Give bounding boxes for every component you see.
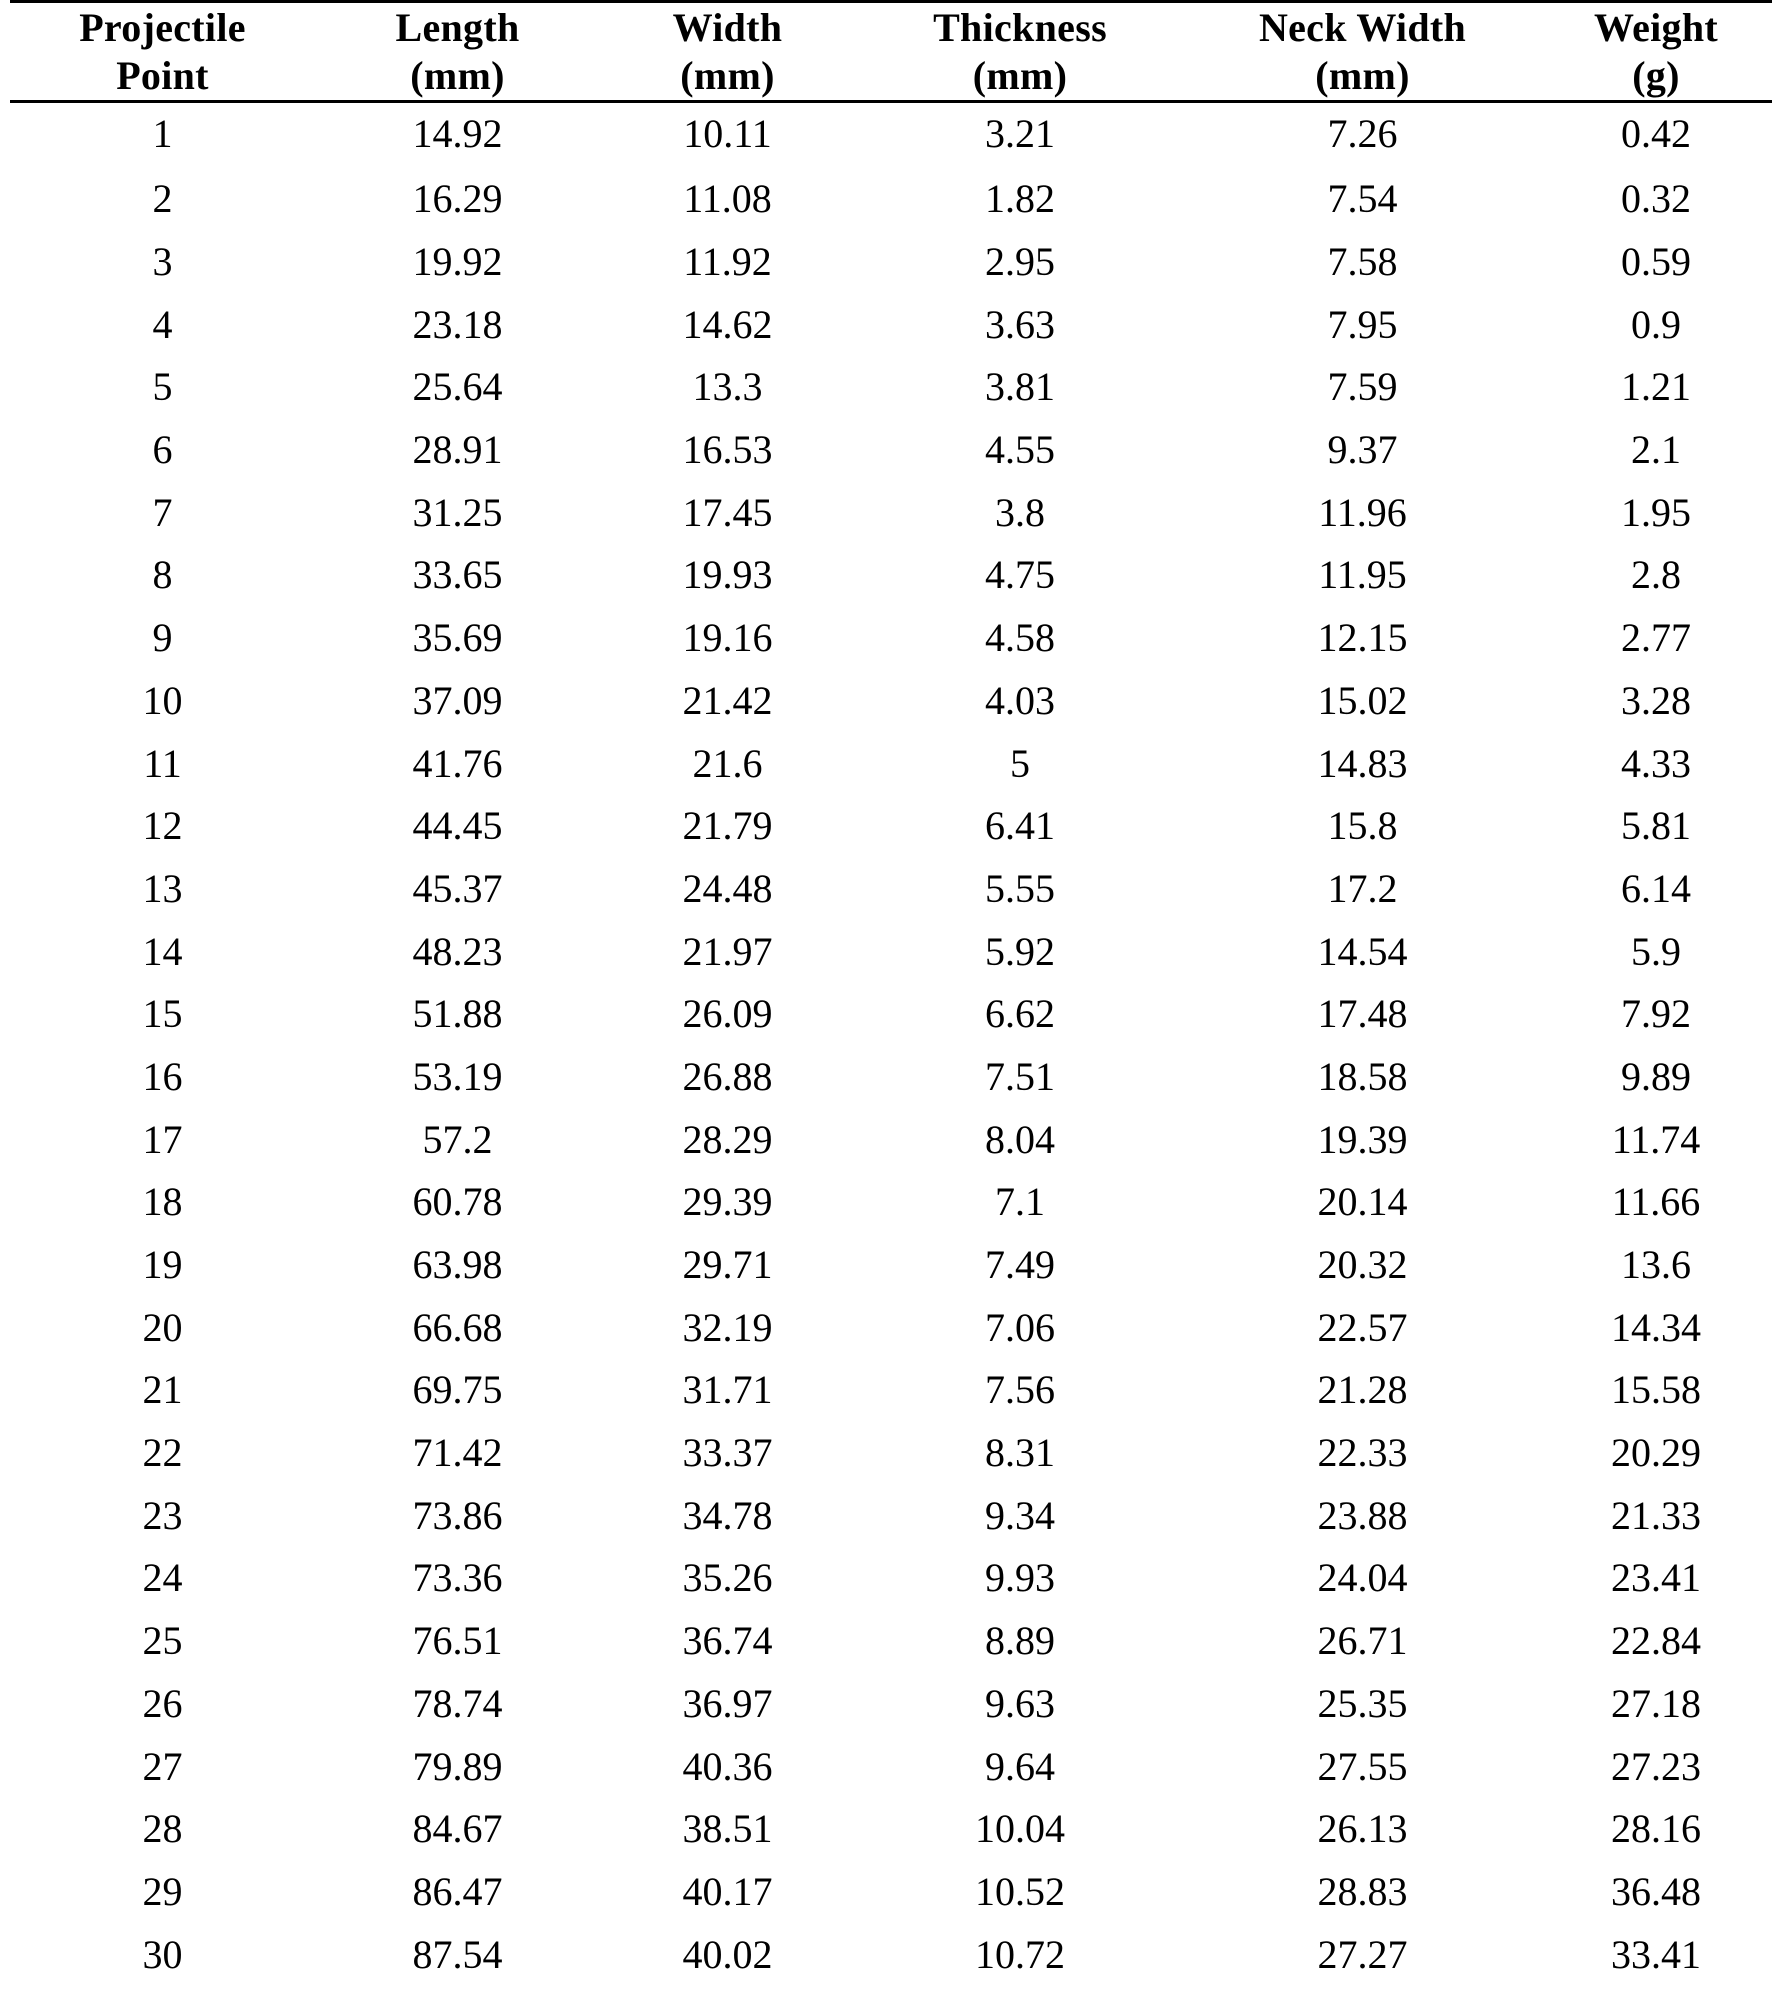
projectile-point-cell: 30 — [142, 1931, 183, 1977]
weight-cell: 20.29 — [1611, 1430, 1701, 1476]
weight-cell: 28.16 — [1611, 1806, 1701, 1852]
width-cell: 11.92 — [683, 239, 772, 285]
length-cell: 71.42 — [412, 1430, 503, 1476]
thickness-cell: 7.51 — [985, 1053, 1055, 1099]
width-cell: 21.6 — [692, 740, 763, 786]
table-row — [10, 168, 1772, 231]
projectile-point-cell: 29 — [142, 1868, 183, 1914]
thickness-cell: 7.56 — [985, 1367, 1055, 1413]
table-row — [10, 1798, 1772, 1861]
thickness-cell: 10.72 — [975, 1931, 1065, 1977]
weight-cell: 2.1 — [1631, 427, 1681, 473]
width-cell: 29.71 — [682, 1242, 773, 1288]
neck-width-cell: 7.59 — [1327, 364, 1398, 410]
weight-cell: 15.58 — [1611, 1367, 1701, 1413]
length-cell: 19.92 — [412, 239, 503, 285]
weight-cell: 23.41 — [1611, 1555, 1701, 1601]
table-row — [10, 1296, 1772, 1359]
header-line: Thickness — [933, 4, 1107, 50]
projectile-point-cell: 27 — [142, 1743, 183, 1789]
length-cell: 76.51 — [412, 1618, 503, 1664]
thickness-cell: 9.64 — [985, 1743, 1055, 1789]
width-cell: 21.42 — [682, 677, 773, 723]
length-cell: 60.78 — [412, 1179, 503, 1225]
width-cell: 31.71 — [682, 1367, 773, 1413]
projectile-point-cell: 10 — [142, 677, 183, 723]
table-row — [10, 293, 1772, 356]
table-row — [10, 1610, 1772, 1673]
table-row — [10, 1735, 1772, 1798]
neck-width-cell: 7.95 — [1327, 301, 1398, 347]
projectile-point-cell: 19 — [142, 1242, 183, 1288]
neck-width-cell: 25.35 — [1317, 1680, 1408, 1726]
header-weight — [1540, 3, 1772, 100]
thickness-cell: 7.1 — [995, 1179, 1045, 1225]
thickness-cell: 9.63 — [985, 1680, 1055, 1726]
neck-width-cell: 20.14 — [1317, 1179, 1408, 1225]
table-row — [10, 419, 1772, 482]
length-cell: 78.74 — [412, 1680, 503, 1726]
width-cell: 28.29 — [682, 1116, 773, 1162]
width-cell: 32.19 — [682, 1304, 773, 1350]
projectile-point-cell: 8 — [152, 552, 173, 598]
weight-cell: 7.92 — [1621, 991, 1691, 1037]
neck-width-cell: 27.55 — [1317, 1743, 1408, 1789]
projectile-point-cell: 3 — [152, 239, 173, 285]
projectile-point-cell: 5 — [152, 364, 173, 410]
width-cell: 29.39 — [682, 1179, 773, 1225]
length-cell: 84.67 — [412, 1806, 503, 1852]
length-cell: 73.36 — [412, 1555, 503, 1601]
projectile-point-cell: 7 — [152, 489, 173, 535]
table-header — [10, 3, 1772, 100]
projectile-point-cell: 4 — [152, 301, 173, 347]
neck-width-cell: 12.15 — [1317, 615, 1408, 661]
length-cell: 73.86 — [412, 1492, 503, 1538]
weight-cell: 6.14 — [1621, 865, 1691, 911]
neck-width-cell: 15.8 — [1327, 803, 1398, 849]
width-cell: 36.97 — [682, 1680, 773, 1726]
table-row — [10, 732, 1772, 795]
length-cell: 45.37 — [412, 865, 503, 911]
table-row — [10, 607, 1772, 670]
header-line: (mm) — [410, 52, 505, 98]
header-line: (g) — [1632, 52, 1680, 98]
width-cell: 17.45 — [682, 489, 773, 535]
weight-cell: 1.21 — [1621, 364, 1691, 410]
projectile-point-cell: 18 — [142, 1179, 183, 1225]
length-cell: 31.25 — [412, 489, 503, 535]
header-thickness — [855, 3, 1185, 100]
weight-cell: 36.48 — [1611, 1868, 1701, 1914]
projectile-point-cell: 13 — [142, 865, 183, 911]
neck-width-cell: 23.88 — [1317, 1492, 1408, 1538]
length-cell: 33.65 — [412, 552, 503, 598]
neck-width-cell: 18.58 — [1317, 1053, 1408, 1099]
width-cell: 14.62 — [682, 301, 773, 347]
length-cell: 25.64 — [412, 364, 503, 410]
thickness-cell: 9.93 — [985, 1555, 1055, 1601]
neck-width-cell: 7.26 — [1327, 111, 1398, 156]
projectile-point-cell: 12 — [142, 803, 183, 849]
weight-cell: 0.42 — [1621, 111, 1691, 156]
projectile-point-cell: 26 — [142, 1680, 183, 1726]
projectile-point-cell: 20 — [142, 1304, 183, 1350]
width-cell: 38.51 — [682, 1806, 773, 1852]
projectile-point-cell: 22 — [142, 1430, 183, 1476]
thickness-cell: 3.81 — [985, 364, 1055, 410]
header-width — [600, 3, 855, 100]
projectile-point-cell: 2 — [152, 176, 173, 222]
thickness-cell: 4.03 — [985, 677, 1055, 723]
projectile-point-cell: 21 — [142, 1367, 183, 1413]
thickness-cell: 4.75 — [985, 552, 1055, 598]
header-line: Length — [395, 4, 520, 50]
thickness-cell: 1.82 — [985, 176, 1055, 222]
length-cell: 16.29 — [412, 176, 503, 222]
length-cell: 63.98 — [412, 1242, 503, 1288]
length-cell: 66.68 — [412, 1304, 503, 1350]
header-line: (mm) — [1315, 52, 1410, 98]
header-row — [10, 3, 1772, 100]
projectile-point-cell: 15 — [142, 991, 183, 1037]
length-cell: 28.91 — [412, 427, 503, 473]
width-cell: 21.97 — [682, 928, 773, 974]
weight-cell: 1.95 — [1621, 489, 1691, 535]
neck-width-cell: 26.13 — [1317, 1806, 1408, 1852]
table-row — [10, 1422, 1772, 1485]
width-cell: 16.53 — [682, 427, 773, 473]
neck-width-cell: 17.48 — [1317, 991, 1408, 1037]
neck-width-cell: 26.71 — [1317, 1618, 1408, 1664]
neck-width-cell: 9.37 — [1327, 427, 1398, 473]
weight-cell: 2.8 — [1631, 552, 1681, 598]
header-bottom-rule — [10, 100, 1772, 103]
neck-width-cell: 17.2 — [1327, 865, 1398, 911]
projectile-point-cell: 24 — [142, 1555, 183, 1601]
weight-cell: 27.18 — [1611, 1680, 1701, 1726]
neck-width-cell: 22.33 — [1317, 1430, 1408, 1476]
neck-width-cell: 20.32 — [1317, 1242, 1408, 1288]
thickness-cell: 6.62 — [985, 991, 1055, 1037]
table-row — [10, 920, 1772, 983]
length-cell: 51.88 — [412, 991, 503, 1037]
length-cell: 41.76 — [412, 740, 503, 786]
length-cell: 44.45 — [412, 803, 503, 849]
projectile-point-cell: 11 — [143, 740, 182, 786]
thickness-cell: 8.89 — [985, 1618, 1055, 1664]
neck-width-cell: 7.58 — [1327, 239, 1398, 285]
neck-width-cell: 15.02 — [1317, 677, 1408, 723]
length-cell: 86.47 — [412, 1868, 503, 1914]
table-row — [10, 1547, 1772, 1610]
table-row — [10, 1359, 1772, 1422]
header-line: Neck Width — [1258, 4, 1467, 50]
thickness-cell: 2.95 — [985, 239, 1055, 285]
weight-cell: 11.74 — [1611, 1116, 1701, 1162]
table-row — [10, 1108, 1772, 1171]
width-cell: 33.37 — [682, 1430, 773, 1476]
header-line: (mm) — [680, 52, 775, 98]
weight-cell: 4.33 — [1621, 740, 1691, 786]
neck-width-cell: 27.27 — [1317, 1931, 1408, 1977]
projectile-point-cell: 25 — [142, 1618, 183, 1664]
table-row — [10, 1673, 1772, 1736]
weight-cell: 9.89 — [1621, 1053, 1691, 1099]
table-row — [10, 670, 1772, 733]
projectile-point-cell: 1 — [152, 111, 173, 156]
neck-width-cell: 19.39 — [1317, 1116, 1408, 1162]
length-cell: 87.54 — [412, 1931, 503, 1977]
thickness-cell: 3.21 — [985, 111, 1055, 156]
header-neck-width — [1185, 3, 1540, 100]
weight-cell: 5.9 — [1631, 928, 1681, 974]
table-row — [10, 481, 1772, 544]
width-cell: 21.79 — [682, 803, 773, 849]
weight-cell: 14.34 — [1611, 1304, 1701, 1350]
length-cell: 69.75 — [412, 1367, 503, 1413]
width-cell: 24.48 — [682, 865, 773, 911]
thickness-cell: 7.49 — [985, 1242, 1055, 1288]
thickness-cell: 10.52 — [975, 1868, 1065, 1914]
weight-cell: 13.6 — [1621, 1242, 1691, 1288]
thickness-cell: 9.34 — [985, 1492, 1055, 1538]
weight-cell: 21.33 — [1611, 1492, 1701, 1538]
neck-width-cell: 11.95 — [1318, 552, 1407, 598]
weight-cell: 3.28 — [1621, 677, 1691, 723]
header-length — [315, 3, 600, 100]
width-cell: 11.08 — [683, 176, 772, 222]
weight-cell: 0.9 — [1631, 301, 1681, 347]
projectile-point-cell: 28 — [142, 1806, 183, 1852]
weight-cell: 27.23 — [1611, 1743, 1701, 1789]
thickness-cell: 3.8 — [995, 489, 1045, 535]
neck-width-cell: 22.57 — [1317, 1304, 1408, 1350]
table-row — [10, 858, 1772, 921]
length-cell: 35.69 — [412, 615, 503, 661]
table-row — [10, 1046, 1772, 1109]
table-row — [10, 1861, 1772, 1924]
header-line: (mm) — [972, 52, 1068, 98]
width-cell: 36.74 — [682, 1618, 773, 1664]
projectile-point-cell: 16 — [142, 1053, 183, 1099]
table-row — [10, 356, 1772, 419]
thickness-cell: 5.55 — [985, 865, 1055, 911]
header-line: Point — [116, 52, 209, 98]
neck-width-cell: 14.54 — [1317, 928, 1408, 974]
neck-width-cell: 7.54 — [1327, 176, 1398, 222]
neck-width-cell: 11.96 — [1318, 489, 1407, 535]
projectile-point-cell: 9 — [152, 615, 173, 661]
width-cell: 40.17 — [682, 1868, 773, 1914]
length-cell: 48.23 — [412, 928, 503, 974]
header-line: Weight — [1593, 4, 1719, 50]
table-row — [10, 100, 1772, 168]
width-cell: 26.09 — [682, 991, 773, 1037]
projectile-point-cell: 6 — [152, 427, 173, 473]
length-cell: 53.19 — [412, 1053, 503, 1099]
neck-width-cell: 28.83 — [1317, 1868, 1408, 1914]
projectile-point-cell: 14 — [142, 928, 183, 974]
weight-cell: 11.66 — [1611, 1179, 1701, 1225]
length-cell: 23.18 — [412, 301, 503, 347]
thickness-cell: 5 — [1010, 740, 1030, 786]
weight-cell: 0.32 — [1621, 176, 1691, 222]
width-cell: 40.02 — [682, 1931, 773, 1977]
thickness-cell: 8.31 — [985, 1430, 1055, 1476]
weight-cell: 22.84 — [1611, 1618, 1701, 1664]
width-cell: 35.26 — [682, 1555, 773, 1601]
table-row — [10, 983, 1772, 1046]
table-row — [10, 231, 1772, 294]
projectile-point-table — [10, 3, 1772, 1986]
neck-width-cell: 14.83 — [1317, 740, 1408, 786]
length-cell: 14.92 — [412, 111, 503, 156]
table-row — [10, 1923, 1772, 1986]
header-projectile-point — [10, 3, 315, 100]
weight-cell: 5.81 — [1621, 803, 1691, 849]
thickness-cell: 4.58 — [985, 615, 1055, 661]
length-cell: 79.89 — [412, 1743, 503, 1789]
thickness-cell: 6.41 — [985, 803, 1055, 849]
length-cell: 37.09 — [412, 677, 503, 723]
projectile-point-cell: 23 — [142, 1492, 183, 1538]
header-line: Projectile — [79, 4, 246, 50]
length-cell: 57.2 — [422, 1116, 493, 1162]
neck-width-cell: 24.04 — [1317, 1555, 1408, 1601]
projectile-point-cell: 17 — [142, 1116, 183, 1162]
thickness-cell: 4.55 — [985, 427, 1055, 473]
table-row — [10, 1484, 1772, 1547]
weight-cell: 2.77 — [1621, 615, 1691, 661]
thickness-cell: 8.04 — [985, 1116, 1055, 1162]
weight-cell: 0.59 — [1621, 239, 1691, 285]
thickness-cell: 10.04 — [975, 1806, 1065, 1852]
table-row — [10, 795, 1772, 858]
width-cell: 26.88 — [682, 1053, 773, 1099]
thickness-cell: 5.92 — [985, 928, 1055, 974]
thickness-cell: 7.06 — [985, 1304, 1055, 1350]
width-cell: 13.3 — [692, 364, 763, 410]
neck-width-cell: 21.28 — [1317, 1367, 1408, 1413]
weight-cell: 33.41 — [1611, 1931, 1701, 1977]
table-row — [10, 544, 1772, 607]
width-cell: 10.11 — [683, 111, 772, 156]
width-cell: 34.78 — [682, 1492, 773, 1538]
width-cell: 40.36 — [682, 1743, 773, 1789]
table-row — [10, 1171, 1772, 1234]
table-body — [10, 100, 1772, 1986]
thickness-cell: 3.63 — [985, 301, 1055, 347]
header-line: Width — [672, 4, 783, 50]
width-cell: 19.93 — [682, 552, 773, 598]
width-cell: 19.16 — [682, 615, 773, 661]
table-row — [10, 1234, 1772, 1297]
